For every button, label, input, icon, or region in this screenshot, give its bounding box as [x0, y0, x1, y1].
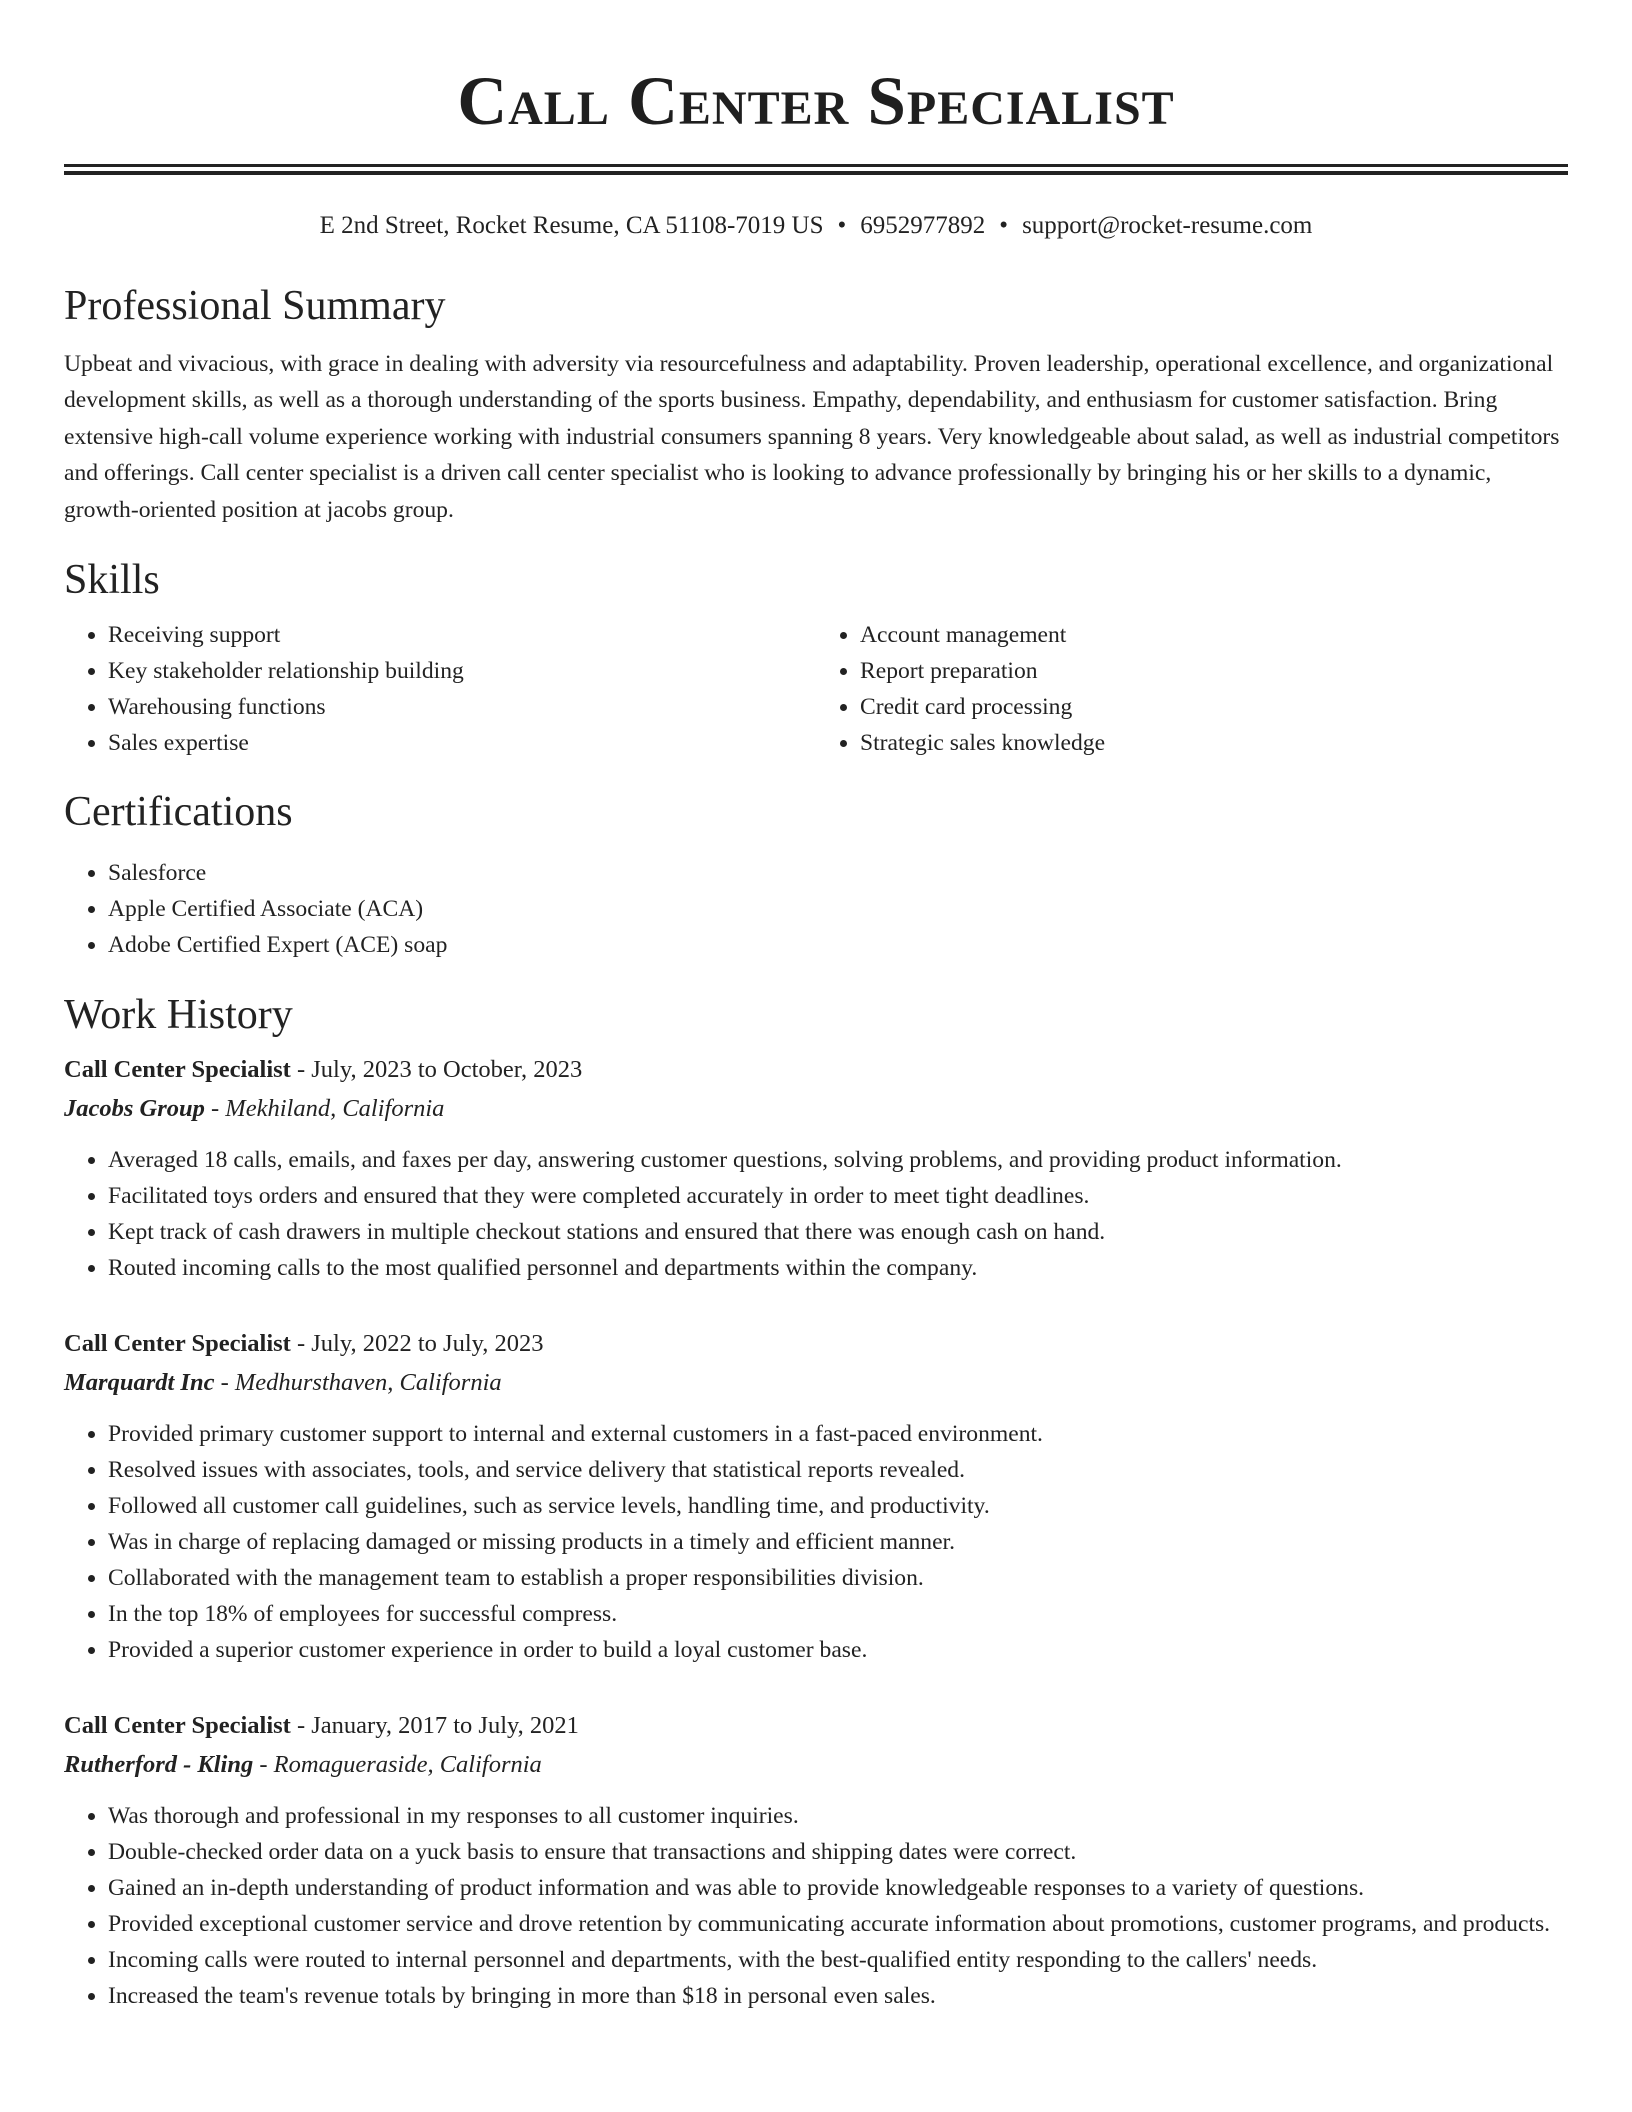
skill-item: • Account management [860, 617, 1568, 653]
header-double-rule [64, 164, 1568, 175]
certification-item: • Adobe Certified Expert (ACE) soap [108, 927, 1568, 963]
skill-item: • Sales expertise [108, 725, 816, 761]
job-bullet: • Kept track of cash drawers in multiple checkout stations and ensured that there was enough cash on hand. [108, 1214, 1568, 1250]
contact-separator: • [999, 212, 1009, 239]
job-bullet: • Was in charge of replacing damaged or missing products in a timely and efficient manner. [108, 1524, 1568, 1560]
job-entry [64, 1706, 1568, 2014]
skill-item: • Warehousing functions [108, 689, 816, 725]
job-entry [64, 1050, 1568, 1286]
contact-phone: 6952977892 [860, 212, 986, 239]
job-dates: - July, 2022 to July, 2023 [290, 1330, 544, 1358]
job-title: Call Center Specialist [64, 1712, 291, 1740]
job-location: - Romagueraside, California [253, 1751, 542, 1779]
job-bullet: • Incoming calls were routed to internal personnel and departments, with the best-qualified entity responding to the callers' needs. [108, 1942, 1568, 1978]
contact-address: E 2nd Street, Rocket Resume, CA 51108-7019 US [319, 212, 824, 239]
job-bullet: • Provided exceptional customer service and drove retention by communicating accurate information about promotions, customer programs, and products. [108, 1906, 1568, 1942]
contact-line [64, 209, 1568, 243]
certifications-list [64, 855, 1568, 963]
job-bullet: • Gained an in-depth understanding of product information and was able to provide knowledgeable responses to a variety of questions. [108, 1870, 1568, 1906]
job-company: Rutherford - Kling [64, 1751, 254, 1779]
job-location: - Medhursthaven, California [214, 1369, 502, 1397]
skills-list-left [64, 617, 816, 761]
job-location: - Mekhiland, California [204, 1095, 445, 1123]
job-company: Jacobs Group [64, 1095, 205, 1123]
job-company: Marquardt Inc [64, 1369, 215, 1397]
skill-item: • Credit card processing [860, 689, 1568, 725]
job-bullet: • In the top 18% of employees for successful compress. [108, 1596, 1568, 1632]
job-bullet: • Was thorough and professional in my responses to all customer inquiries. [108, 1798, 1568, 1834]
job-bullet: • Facilitated toys orders and ensured that they were completed accurately in order to meet tight deadlines. [108, 1178, 1568, 1214]
job-bullets [64, 1416, 1568, 1668]
skills-list-right [816, 617, 1568, 761]
job-bullet: • Increased the team's revenue totals by bringing in more than $18 in personal even sales. [108, 1978, 1568, 2014]
job-title-line [64, 1050, 1568, 1090]
job-bullets [64, 1798, 1568, 2014]
job-bullet: • Provided primary customer support to internal and external customers in a fast-paced environment. [108, 1416, 1568, 1452]
job-bullet: • Resolved issues with associates, tools, and service delivery that statistical reports revealed. [108, 1452, 1568, 1488]
skills-heading: Skills [64, 557, 160, 604]
certifications-heading: Certifications [64, 789, 293, 836]
job-title-line [64, 1706, 1568, 1746]
skills-columns [64, 617, 1568, 761]
skill-item: • Report preparation [860, 653, 1568, 689]
job-entry [64, 1324, 1568, 1668]
skill-item: • Strategic sales knowledge [860, 725, 1568, 761]
job-bullet: • Followed all customer call guidelines, such as service levels, handling time, and productivity. [108, 1488, 1568, 1524]
contact-separator: • [837, 212, 847, 239]
work-history-heading: Work History [64, 992, 293, 1039]
job-bullet: • Collaborated with the management team to establish a proper responsibilities division. [108, 1560, 1568, 1596]
certification-item: • Apple Certified Associate (ACA) [108, 891, 1568, 927]
job-title-line [64, 1324, 1568, 1364]
job-company-line [64, 1746, 1568, 1784]
resume-name: Call Center Specialist [457, 63, 1175, 139]
job-title: Call Center Specialist [64, 1330, 291, 1358]
contact-email: support@rocket-resume.com [1022, 212, 1313, 239]
job-bullet: • Double-checked order data on a yuck basis to ensure that transactions and shipping dates were correct. [108, 1834, 1568, 1870]
job-company-line [64, 1090, 1568, 1128]
summary-heading: Professional Summary [64, 283, 446, 329]
job-bullet: • Averaged 18 calls, emails, and faxes per day, answering customer questions, solving problems, and providing product information. [108, 1142, 1568, 1178]
summary-text: Upbeat and vivacious, with grace in dealing with adversity via resourcefulness and adaptability. Proven leadership, operational excellence, and organizational development skills, as well as a thorough understanding of the sports business. Empathy, dependability, and enthusiasm for customer satisfaction. Bring extensive high-call volume experience working with industrial consumers spanning 8 years. Very knowledgeable about salad, as well as industrial competitors and offerings. Call center specialist is a driven call center specialist who is looking to advance professionally by bringing his or her skills to a dynamic, growth-oriented position at jacobs group. [64, 351, 1560, 523]
skill-item: • Receiving support [108, 617, 816, 653]
job-company-line [64, 1364, 1568, 1402]
job-dates: - July, 2023 to October, 2023 [290, 1056, 583, 1084]
job-bullet: • Routed incoming calls to the most qualified personnel and departments within the company. [108, 1250, 1568, 1286]
job-dates: - January, 2017 to July, 2021 [290, 1712, 579, 1740]
skill-item: • Key stakeholder relationship building [108, 653, 816, 689]
job-bullets [64, 1142, 1568, 1286]
certification-item: • Salesforce [108, 855, 1568, 891]
job-bullet: • Provided a superior customer experience in order to build a loyal customer base. [108, 1632, 1568, 1668]
job-title: Call Center Specialist [64, 1056, 291, 1084]
